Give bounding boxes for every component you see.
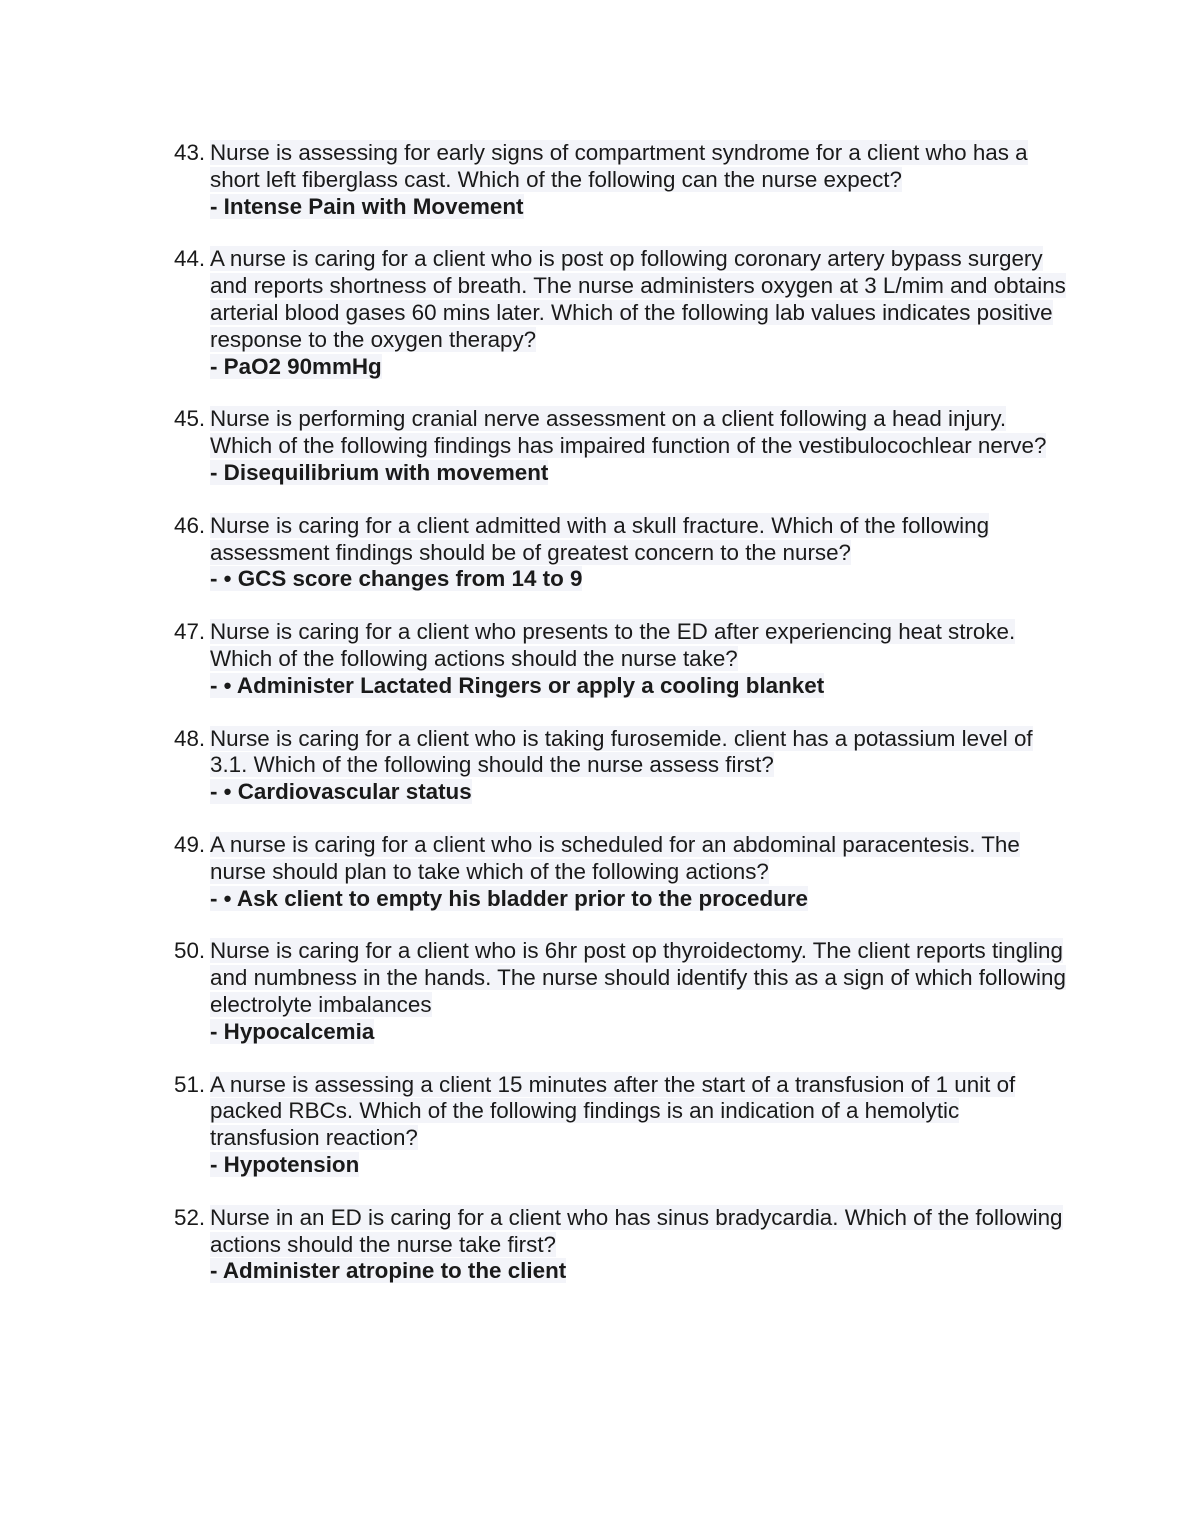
answer-text: - • Cardiovascular status	[210, 779, 472, 805]
question-number: 52.	[174, 1204, 206, 1230]
answer-text: - • Administer Lactated Ringers or apply a cooling blanket	[210, 672, 825, 698]
question-item-47	[174, 619, 1074, 699]
question-item-45	[174, 406, 1074, 486]
answer-text: - PaO2 90mmHg	[210, 353, 382, 379]
question-item-49	[174, 832, 1074, 912]
answer-text: - Disequilibrium with movement	[210, 459, 549, 485]
question-text: Nurse is caring for a client who presents to the ED after experiencing heat stroke. Which of the following actions should the nurse take?	[210, 619, 1016, 671]
question-number: 48.	[174, 725, 206, 751]
question-item-43	[174, 140, 1074, 220]
question-item-48	[174, 726, 1074, 806]
question-number: 43.	[174, 140, 206, 165]
answer-text: - • GCS score changes from 14 to 9	[210, 566, 583, 592]
question-text: Nurse is caring for a client who is 6hr post op thyroidectomy. The client reports tingling and numbness in the hands. The nurse should identify this as a sign of which following electrolyte imbalances	[210, 938, 1066, 1017]
question-item-46	[174, 513, 1074, 593]
question-text: A nurse is caring for a client who is scheduled for an abdominal paracentesis. The nurse should plan to take which of the following actions?	[210, 831, 1020, 884]
question-number: 47.	[174, 619, 206, 645]
question-number: 45.	[174, 406, 206, 432]
answer-text: - Hypotension	[210, 1151, 360, 1177]
question-item-50	[174, 938, 1074, 1045]
question-item-44	[174, 246, 1074, 380]
answer-text: - • Ask client to empty his bladder prior to the procedure	[210, 885, 808, 911]
question-text: Nurse is caring for a client admitted with a skull fracture. Which of the following assessment findings should be of greatest concern to the nurse?	[210, 512, 990, 565]
question-text: A nurse is assessing a client 15 minutes after the start of a transfusion of 1 unit of packed RBCs. Which of the following findings is an indication of a hemolytic transfusion reaction?	[210, 1071, 1016, 1151]
question-number: 44.	[174, 246, 206, 272]
question-number: 50.	[174, 938, 206, 964]
question-text: Nurse is performing cranial nerve assessment on a client following a head injury. Which of the following findings has impaired function of the vestibulocochlear nerve?	[210, 406, 1047, 459]
question-text: A nurse is caring for a client who is post op following coronary artery bypass surgery and reports shortness of breath. The nurse administers oxygen at 3 L/mim and obtains arterial blood gases 60 mins later. Which of the following lab values indicates positive response to the oxygen therapy?	[210, 246, 1066, 352]
question-text: Nurse is caring for a client who is taking furosemide. client has a potassium level of 3.1. Which of the following should the nurse assess first?	[210, 725, 1033, 778]
answer-text: - Hypocalcemia	[210, 1018, 375, 1044]
question-text: Nurse in an ED is caring for a client who has sinus bradycardia. Which of the following actions should the nurse take first?	[210, 1204, 1063, 1257]
question-number: 49.	[174, 831, 206, 857]
question-text: Nurse is assessing for early signs of compartment syndrome for a client who has a short left fiberglass cast. Which of the following can the nurse expect?	[210, 140, 1028, 192]
question-number: 46.	[174, 512, 206, 538]
question-item-51	[174, 1072, 1074, 1179]
answer-text: - Administer atropine to the client	[210, 1258, 567, 1284]
answer-text: - Intense Pain with Movement	[210, 193, 524, 219]
question-list	[174, 140, 1074, 1311]
question-item-52	[174, 1205, 1074, 1285]
question-number: 51.	[174, 1071, 206, 1097]
